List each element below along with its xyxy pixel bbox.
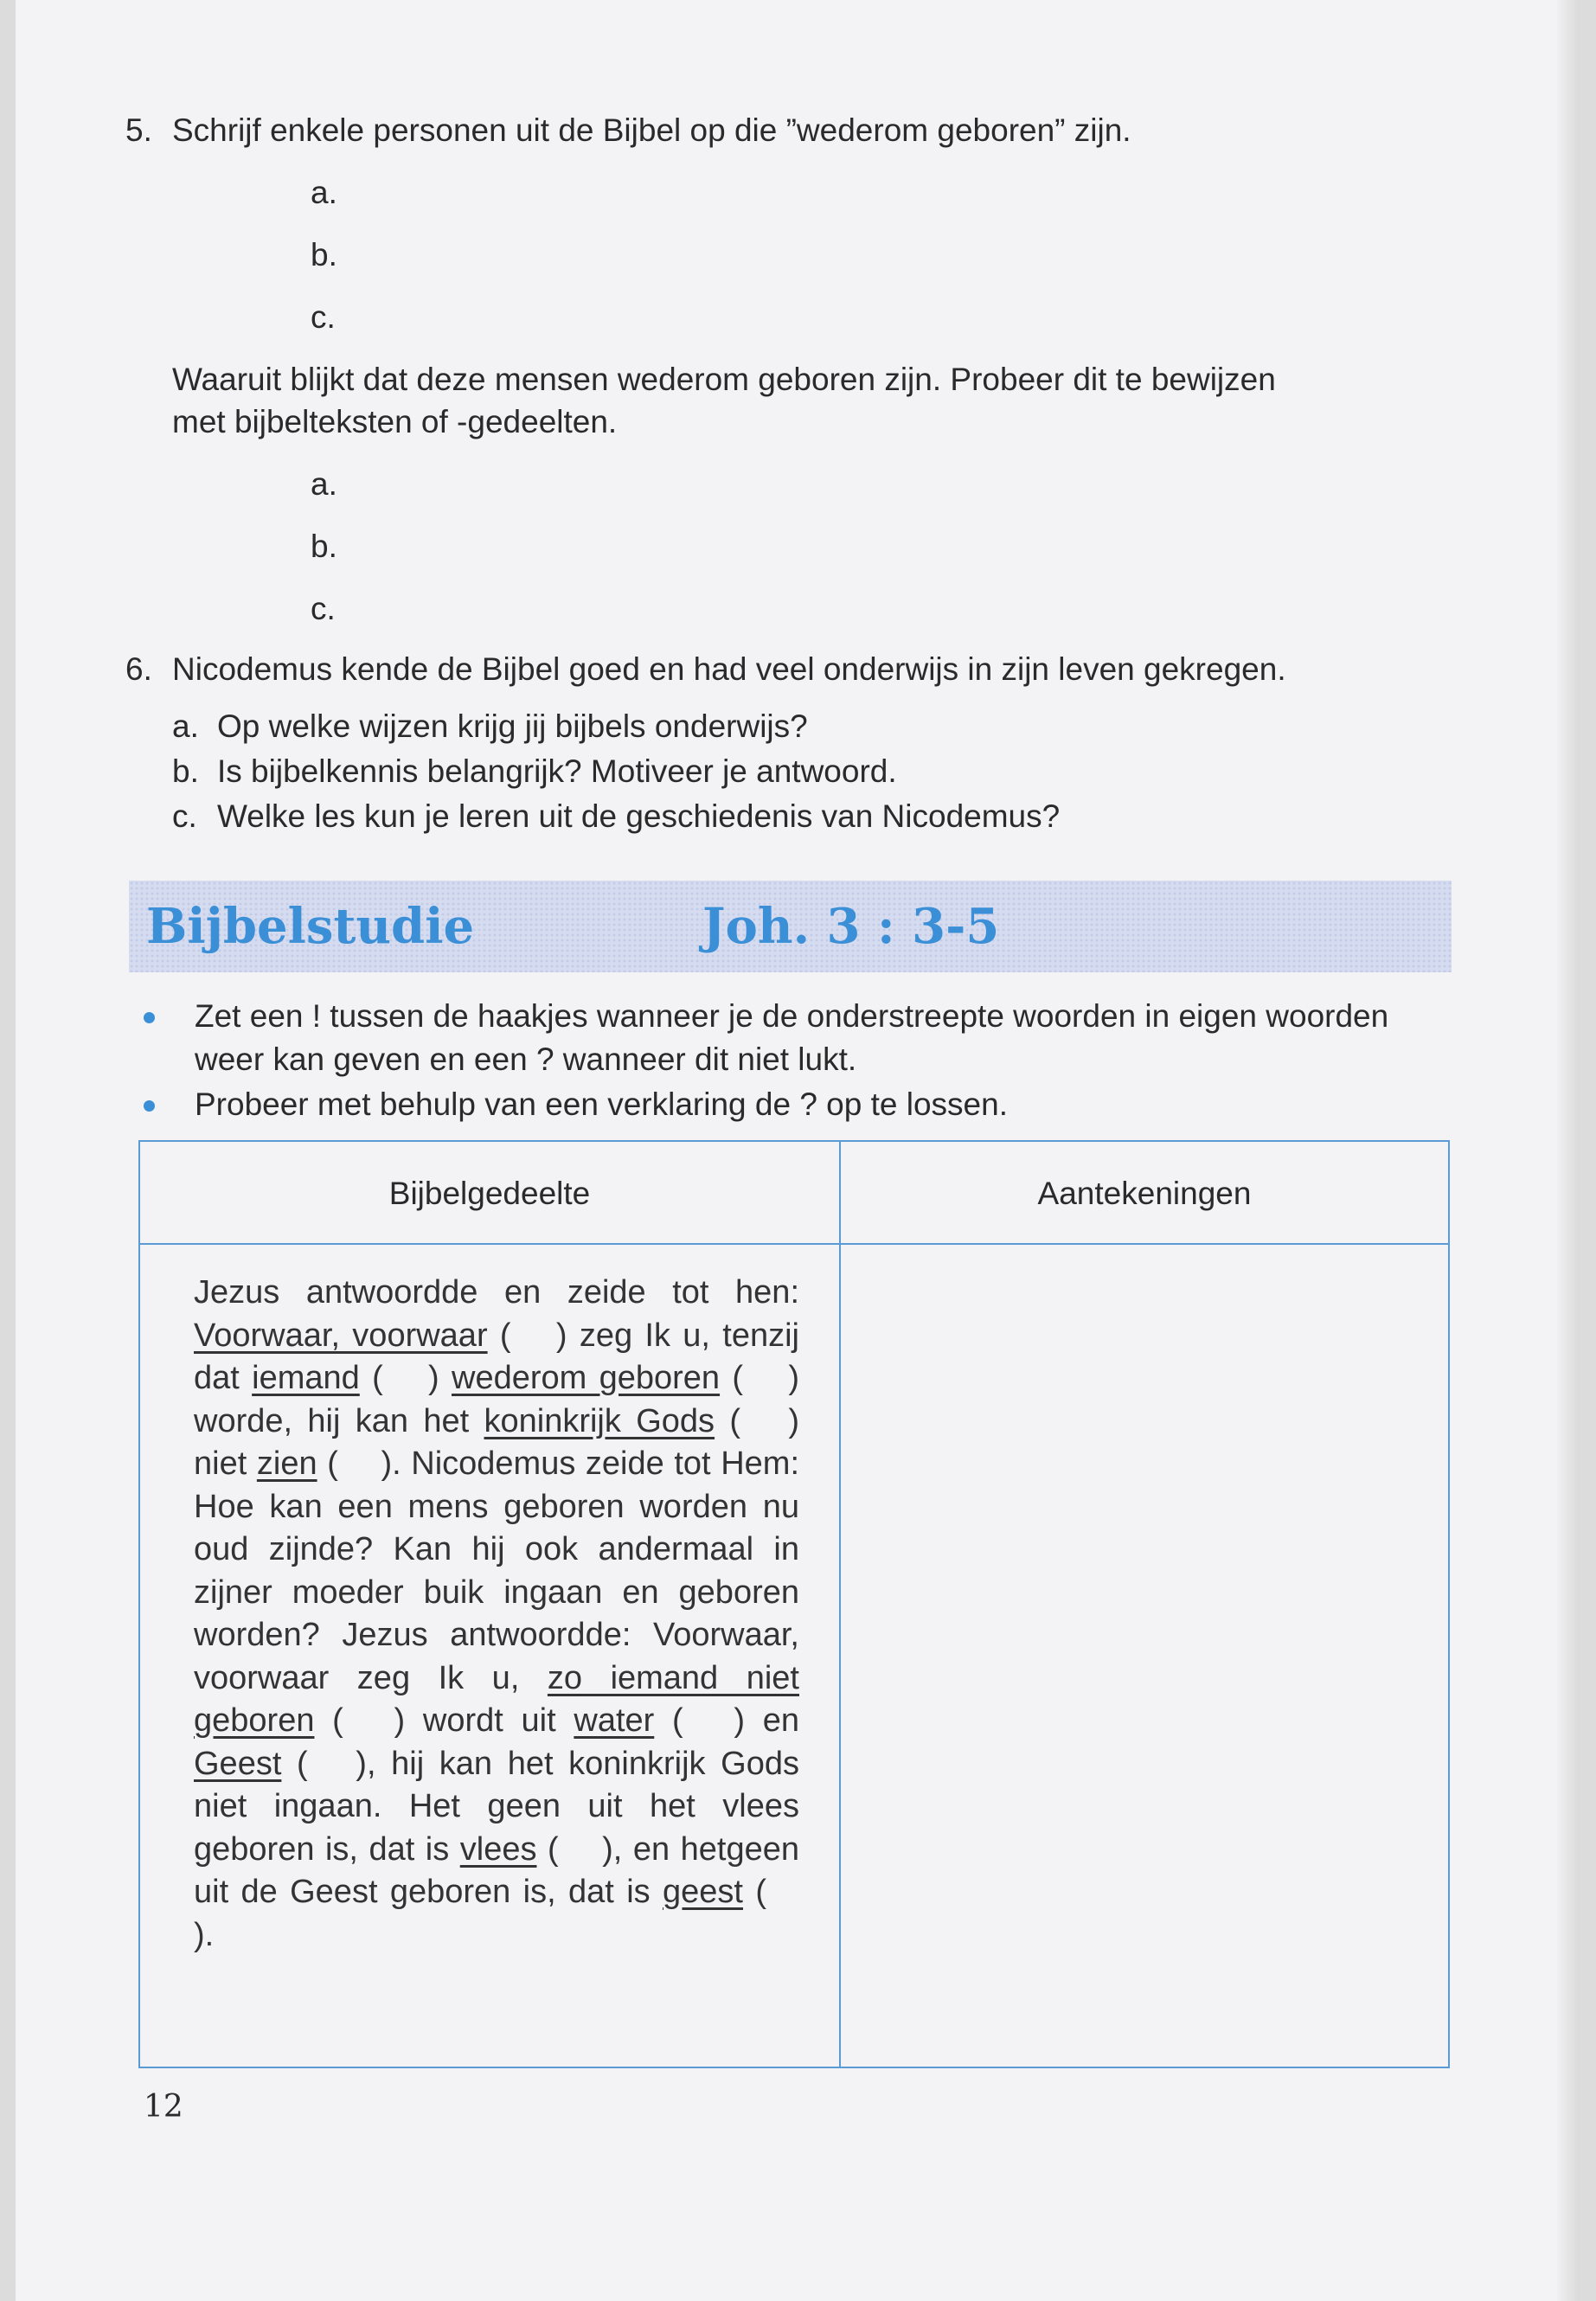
- passage-text: Jezus antwoordde en zeide tot hen:: [194, 1274, 799, 1311]
- passage-text: ( ), en hetgeen uit de Geest geboren is, dat is: [194, 1830, 799, 1910]
- bullet-dot-icon: [144, 1012, 155, 1023]
- q5-item2-b: b.: [311, 529, 337, 564]
- study-table: [138, 1140, 1450, 2068]
- instruction-bullet-1: [144, 995, 1441, 1085]
- underlined-phrase: zien: [256, 1445, 317, 1482]
- instruction-bullet-2: [144, 1083, 1441, 1128]
- q5-item-b: b.: [311, 237, 337, 272]
- instruction-text-1: Zet een ! tussen de haakjes wanneer je de onderstreepte woorden in eigen woorden weer kan geven en een ? wanneer dit niet lukt.: [195, 998, 1389, 1077]
- q5-prompt-line2: met bijbelteksten of -gedeelten.: [172, 404, 618, 439]
- column-header-bijbelgedeelte: Bijbelgedeelte: [388, 1176, 591, 1211]
- question-6-text: Nicodemus kende de Bijbel goed en had veel onderwijs in zijn leven gekregen.: [172, 651, 1286, 687]
- passage-text: ( ): [359, 1360, 452, 1396]
- bullet-dot-icon: [144, 1100, 155, 1112]
- q5-prompt-line1: Waaruit blijkt dat deze mensen wederom geboren zijn. Probeer dit te bewijzen: [172, 362, 1276, 397]
- instruction-text-2: Probeer met behulp van een verklaring de ? op te lossen.: [195, 1086, 1008, 1122]
- table-column-divider: [839, 1142, 841, 2067]
- passage-text: ( ) niet: [194, 1402, 799, 1482]
- page-number: 12: [144, 2089, 183, 2125]
- q5-item-a: a.: [311, 175, 337, 210]
- passage-text: ( ), hij kan het koninkrijk Gods niet ingaan. Het geen uit het vlees geboren is, dat is: [194, 1745, 799, 1868]
- underlined-phrase: Voorwaar, voorwaar: [194, 1317, 488, 1354]
- table-header-divider: [140, 1243, 1448, 1245]
- q6-sub-b-text: Is bijbelkennis belangrijk? Motiveer je antwoord.: [217, 753, 897, 789]
- passage-text: ( ) zeg Ik u, tenzij dat: [194, 1317, 799, 1396]
- q5-item2-a: a.: [311, 466, 337, 502]
- underlined-phrase: geest: [663, 1874, 743, 1910]
- underlined-phrase: Geest: [194, 1745, 282, 1782]
- question-6-number: 6.: [125, 651, 152, 687]
- passage-text: ( ) en: [654, 1702, 799, 1739]
- question-5-text: Schrijf enkele personen uit de Bijbel op die ”wederom geboren” zijn.: [172, 112, 1131, 148]
- column-header-aantekeningen: Aantekeningen: [1037, 1176, 1252, 1211]
- page: [16, 0, 1580, 2301]
- passage-text: ( ). Nicodemus zeide tot Hem: Hoe kan een mens geboren worden nu oud zijnde? Kan hij ook andermaal in zijner moeder buik ingaan en geboren worden? Jezus antwoordde: Voorwaar, voorwaar zeg Ik u,: [194, 1445, 800, 1696]
- q5-item-c: c.: [311, 299, 336, 335]
- underlined-phrase: zo iemand niet geboren: [194, 1659, 799, 1739]
- underlined-phrase: water: [574, 1702, 655, 1739]
- passage-text: ( ).: [194, 1874, 799, 1953]
- scripture-passage: [194, 1272, 799, 1957]
- q5-item2-c: c.: [311, 591, 336, 626]
- underlined-phrase: koninkrijk Gods: [484, 1402, 715, 1439]
- underlined-phrase: iemand: [252, 1360, 360, 1396]
- q6-sub-b-letter: b.: [172, 753, 199, 789]
- passage-text: ( ) worde, hij kan het: [194, 1360, 799, 1439]
- banner-title: Bijbelstudie: [146, 898, 475, 955]
- q6-sub-a-text: Op welke wijzen krijg jij bijbels onderwijs?: [217, 708, 808, 744]
- bible-study-banner: [129, 881, 1452, 972]
- underlined-phrase: wederom geboren: [452, 1360, 721, 1396]
- question-5-number: 5.: [125, 112, 152, 148]
- underlined-phrase: vlees: [459, 1830, 537, 1868]
- banner-reference: Joh. 3 : 3-5: [702, 898, 1000, 955]
- q6-sub-c-letter: c.: [172, 798, 197, 834]
- q6-sub-c-text: Welke les kun je leren uit de geschiedenis van Nicodemus?: [217, 798, 1061, 834]
- q6-sub-a-letter: a.: [172, 708, 199, 744]
- passage-text: ( ) wordt uit: [314, 1702, 574, 1739]
